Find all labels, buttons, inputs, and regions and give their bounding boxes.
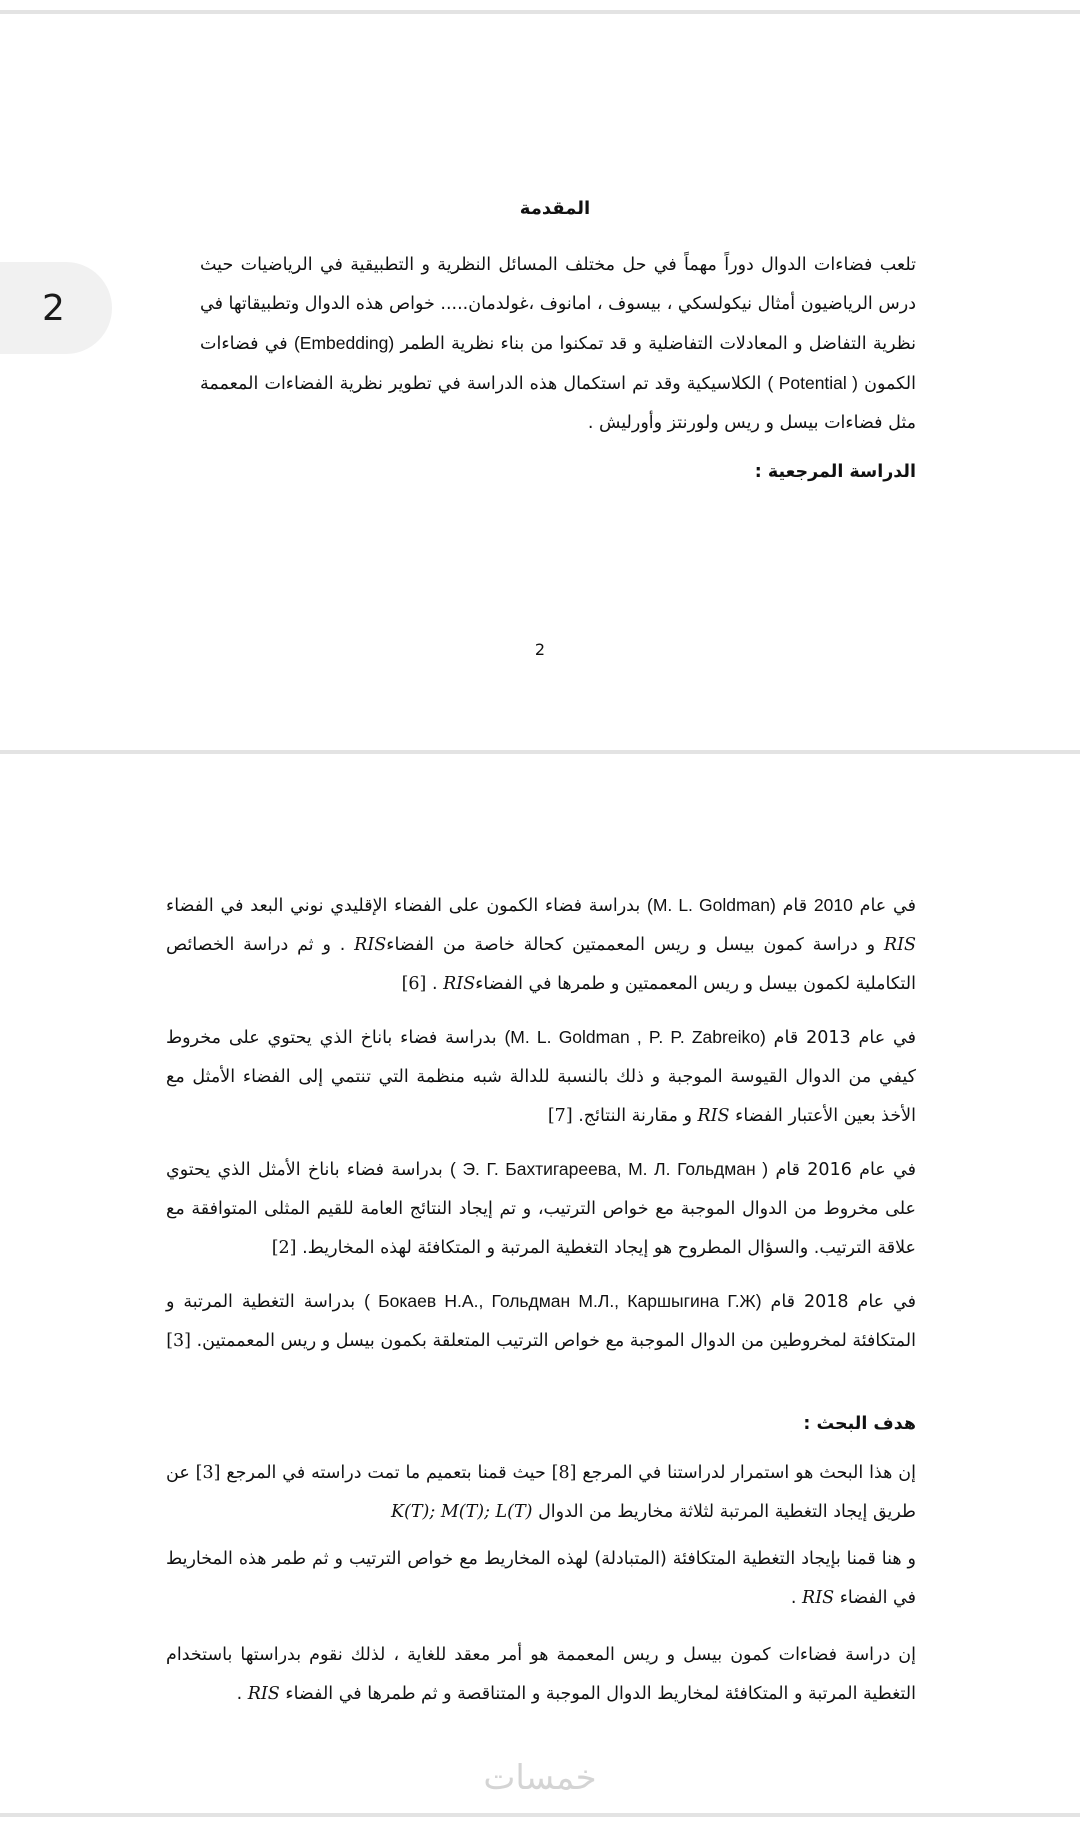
- aim-paragraph-2: [166, 1540, 916, 1618]
- paragraph-2010: [166, 886, 916, 1004]
- aim1-text-c: عن طريق إيجاد التغطية المرتبة لثلاثة مخاريط من الدوال: [166, 1463, 916, 1522]
- p2010-ris-1: RIS: [883, 935, 916, 955]
- aim2-text-b: .: [790, 1588, 797, 1608]
- p2016-text-a: في عام 2016 قام: [775, 1160, 917, 1180]
- page-indicator-number: 2: [42, 287, 65, 329]
- aim-paragraph-1: [166, 1454, 916, 1532]
- p2018-authors: ( Бокаев Н.А., Гольдман М.Л., Каршыгина Г.Ж): [364, 1291, 762, 1311]
- aim1-formula: K(T); M(T); L(T): [390, 1502, 533, 1522]
- p2013-text-b: بدراسة فضاء باناخ الذي يحتوي على مخروط كيفي من الدوال القيوسة الموجبة و ذلك بالنسبة للدالة شبه منظمة التي تنتمي إلى الفضاء الأمثل مع الأخذ بعين الأعتبار الفضاء: [166, 1028, 916, 1126]
- p2018-text-a: في عام 2018 قام: [770, 1292, 916, 1312]
- p2013-text-c: و مقارنة النتائج.: [578, 1106, 692, 1126]
- intro-paragraph: [200, 246, 916, 443]
- p2016-authors: ( Э. Г. Бахтигареева, М. Л. Гольдман ): [450, 1159, 769, 1179]
- watermark-logo: خمسات: [483, 1758, 597, 1798]
- p2016-citation: [2]: [271, 1238, 297, 1258]
- aim3-text-a: إن دراسة فضاءات كمون بيسل و ريس المعممة هو أمر معقد للغاية ، لذلك نقوم بدراستها باستخدام التغطية المرتبة و المتكافئة لمخاريط الدوال الموجبة و المتناقصة و ثم طمرها في الفضاء: [166, 1645, 916, 1704]
- p2010-text-e: . و ثم دراسة الخصائص التكاملية لكمون بيسل و ريس المعممتين و طمرها في الفضاء: [166, 935, 916, 994]
- aim2-text-a: و هنا قمنا بإيجاد التغطية المتكافئة (المتبادلة) لهذه المخاريط مع خواص الترتيب و ثم طمر هذه المخاريط في الفضاء: [166, 1549, 916, 1608]
- aim1-text-b: حيث قمنا بتعميم ما تمت دراسته في المرجع: [226, 1463, 546, 1483]
- aim1-text-a: إن هذا البحث هو استمرار لدراستنا في المرجع: [582, 1463, 916, 1483]
- p2010-text-a: في عام: [859, 896, 916, 916]
- p2013-citation: [7]: [547, 1106, 573, 1126]
- intro-text-b: في فضاءات الكمون: [200, 334, 916, 394]
- page-top-divider: [0, 10, 1080, 14]
- aim3-text-b: .: [236, 1684, 243, 1704]
- p2010-citation: [6]: [401, 974, 427, 994]
- aim1-citation-8: [8]: [551, 1463, 577, 1483]
- aim-heading: هدف البحث :: [803, 1414, 916, 1434]
- potential-term: ( Potential ): [767, 373, 859, 393]
- embedding-term: (Embedding): [293, 333, 395, 353]
- p2010-author: (M. L. Goldman): [647, 895, 776, 915]
- page-divider: [0, 750, 1080, 754]
- p2010-text-b: قام: [782, 896, 808, 916]
- p2010-year: 2010: [813, 895, 853, 915]
- intro-title: المقدمة: [519, 198, 591, 219]
- page-bottom-divider: [0, 1813, 1080, 1817]
- aim2-ris: RIS: [802, 1588, 835, 1608]
- p2018-citation: [3]: [166, 1331, 191, 1351]
- p2010-ris-3: RIS: [443, 974, 476, 994]
- paragraph-2018: [166, 1282, 916, 1361]
- p2010-text-d: و دراسة كمون بيسل و ريس المعممتين كحالة خاصة من الفضاء: [386, 935, 876, 955]
- p2013-authors: (M. L. Goldman , P. P. Zabreiko): [504, 1027, 766, 1047]
- p2013-ris: RIS: [697, 1106, 730, 1126]
- aim1-citation-3: [3]: [195, 1463, 221, 1483]
- p2010-ris-2: RIS: [354, 935, 387, 955]
- p2016-text-b: بدراسة فضاء باناخ الأمثل الذي يحتوي على مخروط من الدوال الموجبة مع خواص الترتيب، و تم إيجاد النتائج العامة للقيم المثلى المتوافقة مع علاقة الترتيب. والسؤال المطروح هو إيجاد التغطية المرتبة و المتكافئة لهذه المخاريط.: [166, 1160, 916, 1258]
- p2010-text-f: .: [431, 974, 438, 994]
- page-indicator-tab[interactable]: [0, 262, 112, 354]
- page-number: 2: [534, 640, 546, 659]
- paragraph-2013: [166, 1018, 916, 1136]
- paragraph-2016: [166, 1150, 916, 1268]
- intro-text-a: تلعب فضاءات الدوال دوراً مهماً في حل مختلف المسائل النظرية و التطبيقية في الرياضيات حيث درس الرياضيون أمثال نيكولسكي ، بيسوف ، امانوف ،غولدمان..... خواص هذه الدوال وتطبيقاتها في نظرية التفاضل و المعادلات التفاضلية و قد تمكنوا من بناء نظرية الطمر: [200, 255, 916, 354]
- intro-text-c: الكلاسيكية وقد تم استكمال هذه الدراسة في تطوير نظرية الفضاءات المعممة مثل فضاءات بيسل و ريس ولورنتز وأورليش .: [200, 374, 916, 433]
- aim3-ris: RIS: [247, 1684, 280, 1704]
- p2018-text-b: بدراسة التغطية المرتبة و المتكافئة لمخروطين من الدوال الموجبة مع خواص الترتيب المتعلقة بكمون بيسل و ريس المعممتين.: [166, 1292, 916, 1351]
- p2010-text-c: بدراسة فضاء الكمون على الفضاء الإقليدي نوني البعد في الفضاء: [166, 896, 641, 916]
- aim-paragraph-3: [166, 1636, 916, 1714]
- p2013-text-a: في عام 2013 قام: [773, 1028, 916, 1048]
- refs-heading: الدراسة المرجعية :: [754, 462, 916, 482]
